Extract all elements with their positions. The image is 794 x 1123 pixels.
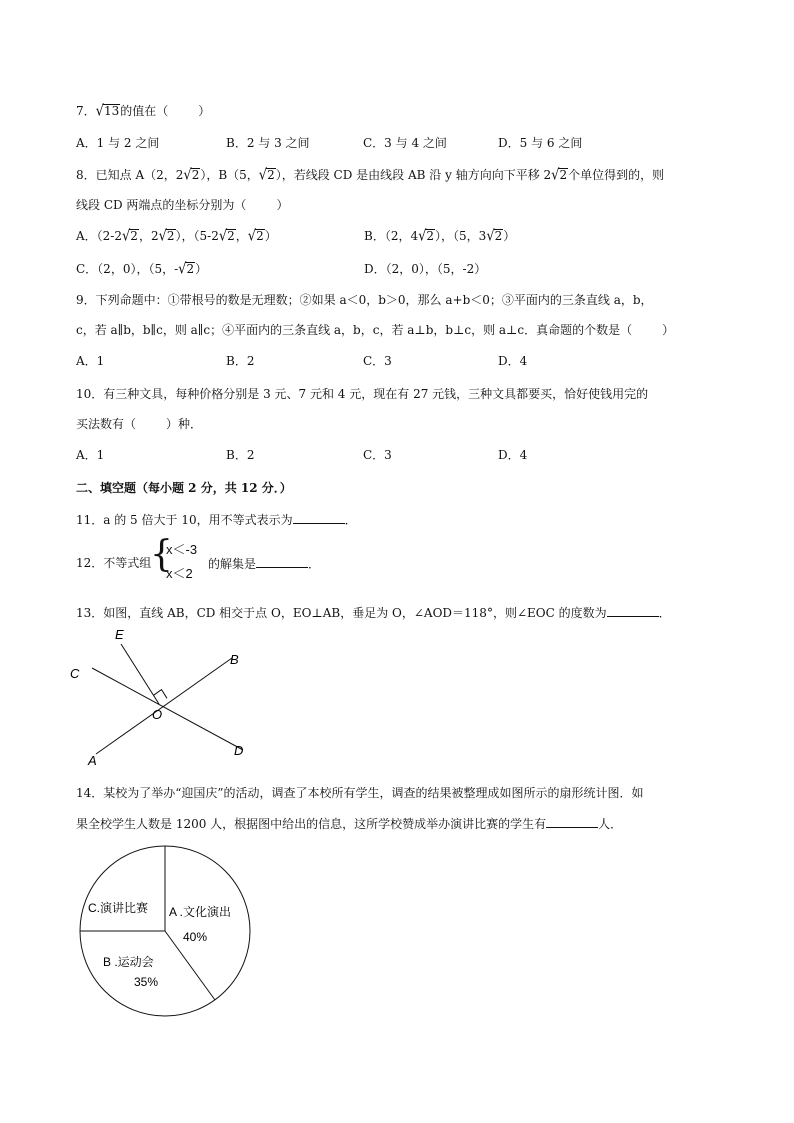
q7-option-d: D．5 与 6 之间	[498, 136, 583, 150]
pie-value-a: 40%	[183, 930, 208, 944]
q12-inequality-1: x＜-3	[166, 542, 198, 557]
q7-option-c: C．3 与 4 之间	[363, 136, 447, 150]
q7-option-a: A．1 与 2 之间	[76, 136, 160, 150]
right-angle-mark	[154, 690, 168, 699]
q10-stem-line1: 10．有三种文具，每种价格分别是 3 元、7 元和 4 元，现在有 27 元钱，三种文具都要买，恰好使钱用完的	[76, 387, 649, 401]
q8-option-a: A．（2-2√2，2√2），（5-2√2，√2）	[76, 227, 277, 246]
q8-option-b: B．（2，4√2），（5，3√2）	[364, 227, 516, 246]
q13-figure	[60, 622, 270, 770]
q13-answer-blank	[607, 604, 659, 617]
line-ab	[96, 658, 232, 754]
q8-option-c: C．（2，0），（5，-√2）	[76, 260, 208, 279]
label-d: D	[234, 743, 244, 758]
q9-option-d: D．4	[498, 354, 528, 368]
q8-stem-line1: 8．已知点 A（2，2√2），B（5，√2），若线段 CD 是由线段 AB 沿 y 轴方向向下平移 2√2个单位得到的，则	[76, 166, 665, 185]
q14-stem-line1: 14．某校为了举办“迎国庆”的活动，调查了本校所有学生，调查的结果被整理成如图所示的扇形统计图．如	[76, 786, 644, 800]
section-heading: 二、填空题（每小题 2 分，共 12 分．）	[76, 481, 292, 495]
q14-answer-blank	[546, 815, 598, 828]
q12-suffix: 的解集是 ．	[208, 557, 321, 571]
q14-stem-line2: 果全校学生人数是 1200 人，根据图中给出的信息，这所学校赞成举办演讲比赛的学生有 人．	[76, 817, 623, 831]
q9-option-c: C．3	[363, 354, 392, 368]
q8-stem-line2: 线段 CD 两端点的坐标分别为（ ）	[76, 198, 289, 212]
q12-answer-blank	[256, 555, 308, 568]
q11-stem: 11．a 的 5 倍大于 10，用不等式表示为 ．	[76, 513, 357, 527]
pie-label-a: A .文化演出	[169, 905, 232, 919]
q9-option-a: A．1	[76, 354, 105, 368]
q10-stem-line2: 买法数有（ ）种．	[76, 417, 203, 431]
line-cd	[92, 668, 243, 750]
q9-stem-line1: 9．下列命题中：①带根号的数是无理数；②如果 a＜0，b＞0，那么 a+b＜0；③平面内的三条直线 a，b，	[76, 293, 653, 307]
q9-option-b: B．2	[226, 354, 255, 368]
pie-chart	[70, 836, 260, 1026]
q7-option-b: B．2 与 3 之间	[226, 136, 310, 150]
q13-stem: 13．如图，直线 AB，CD 相交于点 O，EO⊥AB，垂足为 O，∠AOD＝118°，则∠EOC 的度数为 ．	[76, 606, 671, 620]
label-e: E	[115, 627, 124, 642]
pie-label-c: C.演讲比赛	[88, 901, 149, 915]
q8-option-d: D．（2，0），（5，-2）	[364, 262, 487, 276]
q12-prefix: 12．不等式组	[76, 556, 152, 570]
label-c: C	[70, 666, 80, 681]
q10-option-b: B．2	[226, 448, 255, 462]
pie-value-b: 35%	[134, 975, 159, 989]
label-o: O	[152, 707, 163, 722]
q10-option-d: D．4	[498, 448, 528, 462]
label-a: A	[88, 753, 97, 768]
q9-stem-line2: c，若 a∥b，b∥c，则 a∥c；④平面内的三条直线 a，b，c，若 a⊥b，b⊥c，则 a⊥c．真命题的个数是（ ）	[76, 323, 675, 337]
q7-stem: 7．√13的值在（ ）	[76, 102, 211, 121]
q12-inequality-2: x＜2	[166, 566, 193, 581]
pie-label-b: B .运动会	[103, 955, 154, 969]
q7-radicand: 13	[103, 104, 120, 118]
q10-option-c: C．3	[363, 448, 392, 462]
q12-brace: {	[150, 534, 173, 575]
q11-answer-blank	[293, 511, 345, 524]
label-b: B	[230, 652, 239, 667]
q10-option-a: A．1	[76, 448, 105, 462]
